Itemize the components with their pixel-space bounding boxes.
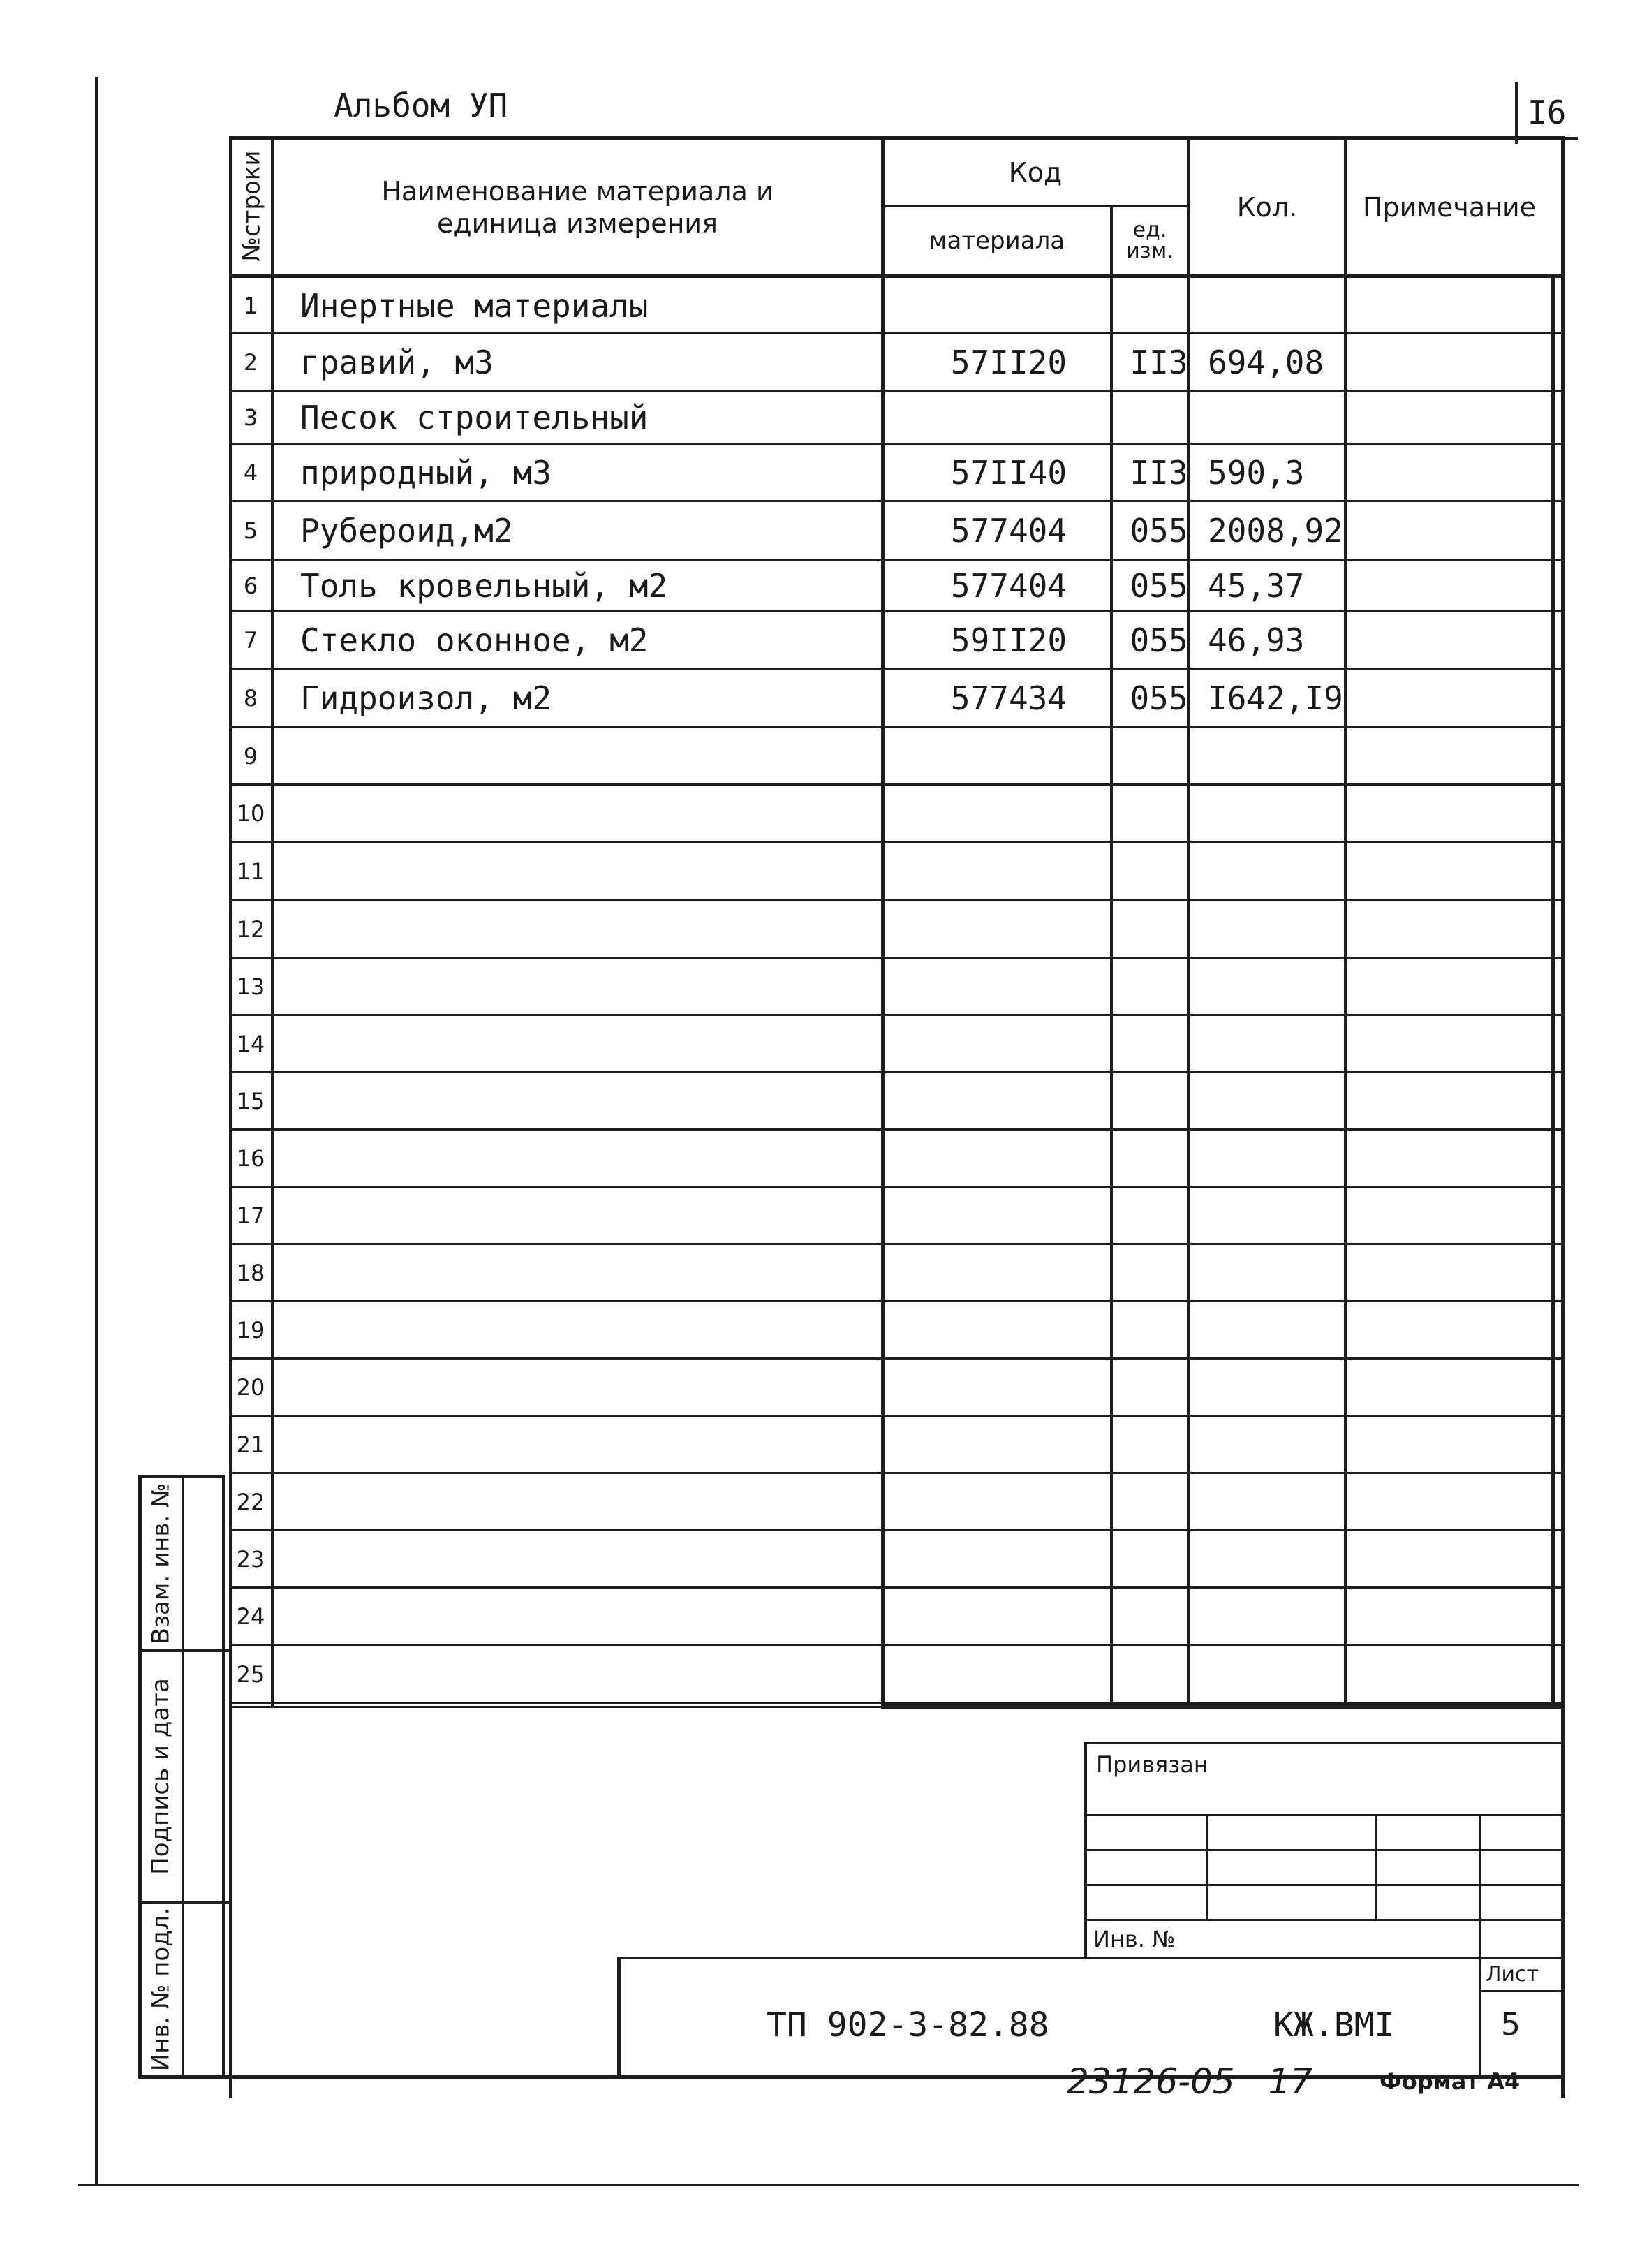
- page-left-border: [95, 77, 98, 2186]
- table-row: [230, 958, 1571, 1015]
- row-number: 11: [236, 858, 265, 885]
- inv-no-label: Инв. №: [1093, 1926, 1176, 1952]
- project-code: ТП 902-3-82.88: [767, 2005, 1049, 2045]
- material-code: [880, 1302, 1138, 1359]
- quantity: [1208, 1073, 1347, 1130]
- quantity: [1208, 785, 1347, 842]
- row-number: 17: [236, 1202, 265, 1229]
- unit-code: [1117, 1359, 1201, 1416]
- material-name: гравий, м3: [300, 344, 494, 381]
- linked-grid-3: [1084, 1884, 1562, 1886]
- row-number: 15: [236, 1088, 265, 1114]
- page-number: I6: [1528, 94, 1567, 131]
- header-material-name: Наименование материала и единица измерения: [381, 175, 774, 239]
- table-row: [230, 278, 1571, 334]
- linked-grid-2: [1084, 1849, 1562, 1851]
- row-number: 4: [243, 459, 258, 486]
- material-code: [880, 958, 1138, 1015]
- quantity: 590,3: [1208, 454, 1305, 492]
- quantity: [1208, 1359, 1347, 1416]
- table-row: [230, 785, 1571, 842]
- table-row: [230, 560, 1571, 612]
- unit-code: 055: [1130, 567, 1188, 605]
- row-number: 18: [236, 1260, 265, 1286]
- quantity: I642,I9: [1208, 679, 1343, 717]
- stamp-bottom-border: [138, 2075, 1562, 2079]
- header-material-code: материала: [929, 227, 1065, 255]
- linked-vert-3: [1479, 1814, 1481, 1961]
- stamp-original-inv: Инв. № подл.: [147, 1907, 175, 2072]
- row-number: 8: [243, 685, 258, 712]
- quantity: 694,08: [1208, 344, 1324, 381]
- quantity: 2008,92: [1208, 512, 1343, 550]
- unit-code: [1117, 1187, 1201, 1244]
- stamp-mid-border: [182, 1475, 184, 2077]
- linked-label: Привязан: [1096, 1751, 1208, 1778]
- table-row: [230, 728, 1571, 785]
- table-row: [230, 842, 1571, 901]
- table-row: [230, 901, 1571, 958]
- row-number: 3: [243, 404, 258, 431]
- material-name: Толь кровельный, м2: [300, 567, 668, 605]
- unit-code: 055: [1130, 621, 1188, 659]
- row-number: 12: [236, 916, 265, 943]
- unit-code: [1117, 842, 1201, 901]
- unit-code: [1117, 1130, 1201, 1187]
- format-label: Формат А4: [1380, 2068, 1521, 2095]
- quantity: 45,37: [1208, 567, 1305, 605]
- table-row: [230, 1359, 1571, 1416]
- material-code: [880, 1187, 1138, 1244]
- quantity: [1208, 1302, 1347, 1359]
- material-code: [880, 1531, 1138, 1588]
- album-title: Альбом УП: [334, 87, 508, 124]
- header-code: Код: [1008, 157, 1063, 188]
- page-bottom-border: [78, 2184, 1579, 2186]
- material-code: [880, 278, 1138, 334]
- quantity: [1208, 278, 1347, 334]
- material-name: природный, м3: [300, 454, 552, 492]
- quantity: [1208, 958, 1347, 1015]
- material-name: Инертные материалы: [300, 287, 649, 325]
- row-number: 22: [236, 1489, 265, 1515]
- stamp-right-border: [222, 1475, 225, 2077]
- table-row: [230, 501, 1571, 560]
- unit-code: [1117, 1588, 1201, 1645]
- header-row-number: №строки: [237, 150, 266, 262]
- title-area-top: [229, 1707, 232, 2077]
- quantity: [1208, 1588, 1347, 1645]
- row-number: 19: [236, 1317, 265, 1343]
- table-row: [230, 391, 1571, 444]
- table-row: [230, 1244, 1571, 1302]
- material-code: [880, 728, 1138, 785]
- unit-code: [1117, 1073, 1201, 1130]
- material-name: Стекло оконное, м2: [300, 621, 649, 659]
- quantity: [1208, 728, 1347, 785]
- table-row: [230, 1588, 1571, 1645]
- table-row: [230, 1645, 1571, 1704]
- row-number: 16: [236, 1145, 265, 1172]
- title-strip-top: [617, 1957, 1562, 1959]
- material-code: [880, 1130, 1138, 1187]
- unit-code: [1117, 785, 1201, 842]
- row-number: 2: [243, 349, 258, 376]
- sheet-number: 5: [1501, 2007, 1521, 2042]
- quantity: [1208, 1015, 1347, 1073]
- unit-code: [1117, 958, 1201, 1015]
- row-number: 14: [236, 1031, 265, 1057]
- material-code: [880, 1416, 1138, 1473]
- material-code: [880, 1073, 1138, 1130]
- stamp-signature-date: Подпись и дата: [147, 1678, 175, 1875]
- row-separator: [230, 1702, 1561, 1704]
- header-unit-code: ед. изм.: [1126, 218, 1174, 263]
- title-strip-left: [617, 1957, 621, 2077]
- row-number: 23: [236, 1546, 265, 1573]
- sheet-box-divider: [1479, 1990, 1562, 1992]
- material-code: [880, 1645, 1138, 1704]
- table-row: [230, 1531, 1571, 1588]
- material-code: [880, 785, 1138, 842]
- material-code: [880, 1244, 1138, 1302]
- row-number: 6: [243, 573, 258, 599]
- material-code: [880, 1473, 1138, 1531]
- material-code: [880, 1015, 1138, 1073]
- quantity: [1208, 391, 1347, 444]
- quantity: [1208, 1244, 1347, 1302]
- sheet-box-left: [1479, 1957, 1481, 2077]
- handwritten-number: 23126-05 17: [1067, 2061, 1313, 2102]
- linked-vert-1: [1206, 1814, 1208, 1919]
- unit-code: [1117, 391, 1201, 444]
- quantity: [1208, 1130, 1347, 1187]
- linked-box-top: [1084, 1742, 1562, 1744]
- material-code: 57II40: [950, 454, 1067, 492]
- material-code: 577404: [950, 567, 1067, 605]
- unit-code: II3: [1130, 344, 1188, 381]
- material-code: 59II20: [950, 621, 1067, 659]
- material-code: [880, 1588, 1138, 1645]
- stamp-replacement-inv: Взам. инв. №: [147, 1482, 175, 1644]
- row-number: 10: [236, 800, 265, 827]
- table-row: [230, 1416, 1571, 1473]
- unit-code: [1117, 1244, 1201, 1302]
- document-code: КЖ.ВМI: [1273, 2005, 1395, 2045]
- quantity: [1208, 842, 1347, 901]
- quantity: 46,93: [1208, 621, 1305, 659]
- unit-code: [1117, 1645, 1201, 1704]
- material-code: 57II20: [950, 344, 1067, 381]
- row-number: 25: [236, 1661, 265, 1688]
- unit-code: [1117, 1531, 1201, 1588]
- material-code: 577404: [950, 512, 1067, 550]
- linked-vert-2: [1375, 1814, 1377, 1919]
- unit-code: 055: [1130, 679, 1188, 717]
- unit-code: [1117, 1302, 1201, 1359]
- material-code: 577434: [950, 679, 1067, 717]
- table-row: [230, 1015, 1571, 1073]
- table-row: [230, 612, 1571, 669]
- unit-code: [1117, 1015, 1201, 1073]
- quantity: [1208, 1531, 1347, 1588]
- table-row: [230, 1187, 1571, 1244]
- quantity: [1208, 901, 1347, 958]
- table-row: [230, 1473, 1571, 1531]
- sheet-label: Лист: [1486, 1962, 1539, 1987]
- quantity: [1208, 1416, 1347, 1473]
- row-number: 5: [243, 517, 258, 544]
- table-left-bottom-line: [229, 1706, 885, 1708]
- material-code: [880, 842, 1138, 901]
- table-body-bottom: [881, 1704, 1562, 1709]
- quantity: [1208, 1187, 1347, 1244]
- header-note: Примечание: [1362, 191, 1537, 223]
- row-number: 21: [236, 1431, 265, 1458]
- material-name: Рубероид,м2: [300, 512, 513, 550]
- unit-code: [1117, 1473, 1201, 1531]
- unit-code: [1117, 901, 1201, 958]
- row-number: 13: [236, 973, 265, 1000]
- material-name: Песок строительный: [300, 399, 649, 436]
- row-number: 1: [243, 293, 258, 319]
- quantity: [1208, 1473, 1347, 1531]
- material-code: [880, 1359, 1138, 1416]
- unit-code: [1117, 1416, 1201, 1473]
- unit-code: [1117, 728, 1201, 785]
- table-row: [230, 1073, 1571, 1130]
- unit-code: [1117, 278, 1201, 334]
- quantity: [1208, 1645, 1347, 1704]
- table-row: [230, 1302, 1571, 1359]
- row-number: 20: [236, 1374, 265, 1401]
- material-code: [880, 391, 1138, 444]
- table-row: [230, 334, 1571, 391]
- material-code: [880, 901, 1138, 958]
- unit-code: II3: [1130, 454, 1188, 492]
- material-name: Гидроизол, м2: [300, 679, 552, 717]
- table-row: [230, 444, 1571, 501]
- linked-grid-4: [1084, 1919, 1562, 1921]
- linked-grid-1: [1084, 1814, 1562, 1816]
- header-quantity: Кол.: [1236, 191, 1298, 223]
- row-number: 9: [243, 743, 258, 770]
- row-number: 24: [236, 1603, 265, 1630]
- row-number: 7: [243, 627, 258, 654]
- page-number-mark: [1515, 82, 1518, 144]
- unit-code: 055: [1130, 512, 1188, 550]
- table-row: [230, 669, 1571, 728]
- table-row: [230, 1130, 1571, 1187]
